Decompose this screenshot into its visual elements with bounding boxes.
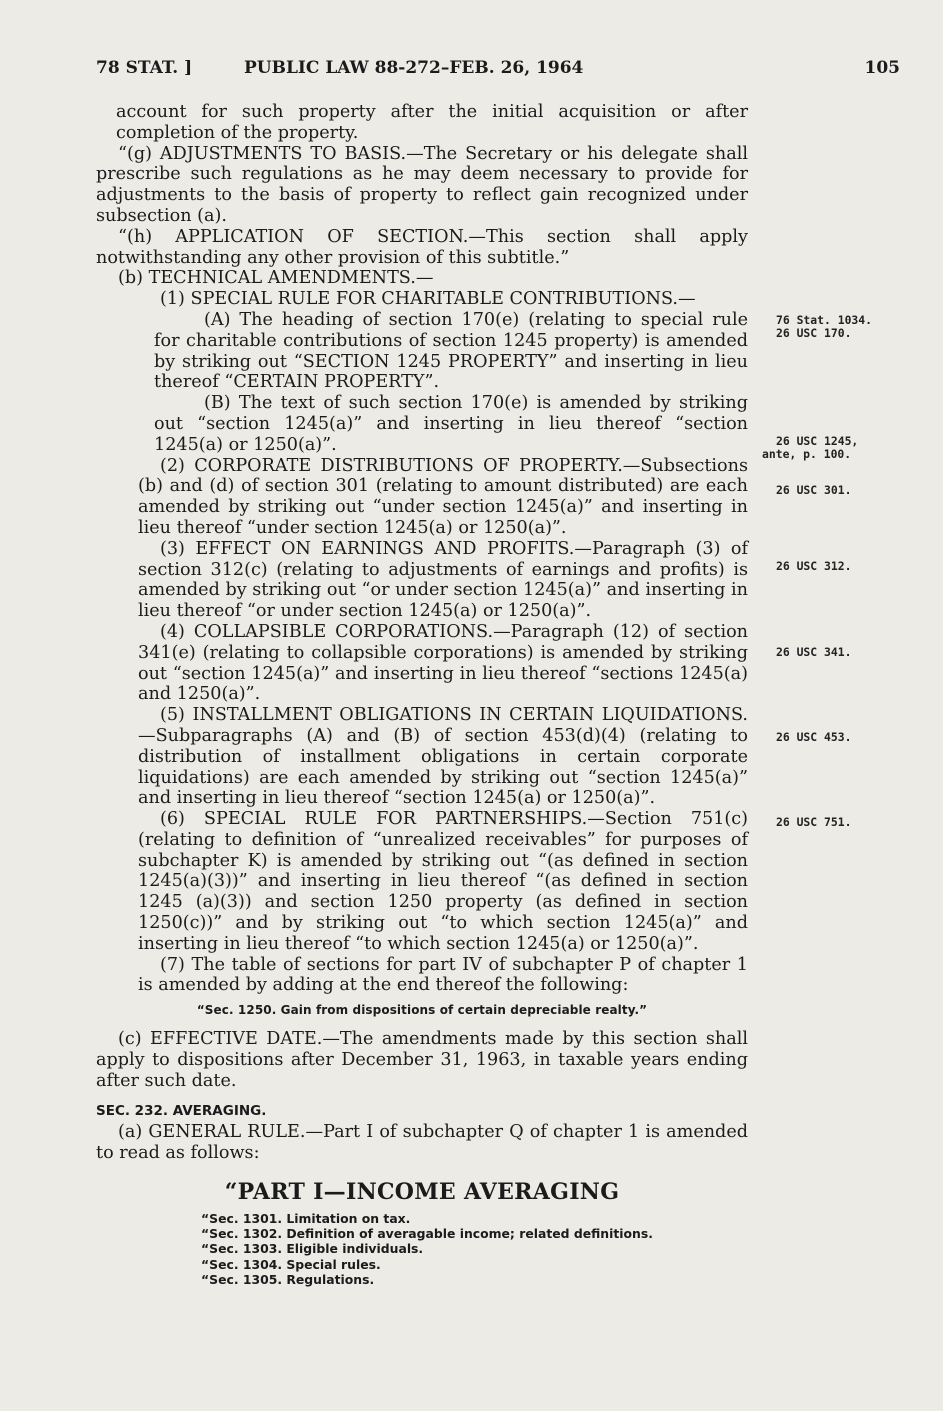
paragraph: (4) COLLAPSIBLE CORPORATIONS.—Paragraph (12) of section 341(e) (relating to collapsible corporations) is amended by striking out “section 1245(a)” and inserting in lieu thereof “sections 1245(a) and 1250(a)”. — [138, 621, 748, 705]
paragraph: “(g) ADJUSTMENTS TO BASIS.—The Secretary or his delegate shall prescribe such regulations as he may deem necessary to provide for adjustments to the basis of property to reflect gain recognized under subsection (a). — [96, 143, 748, 226]
paragraph: (2) CORPORATE DISTRIBUTIONS OF PROPERTY.—Subsections (b) and (d) of section 301 (relating to amount distributed) are each amended by striking out “under section 1245(a)” and inserting in lieu thereof “under section 1245(a) or 1250(a)”. — [138, 455, 748, 538]
margin-note: ante, p. 100. — [762, 447, 852, 461]
paragraph: (a) GENERAL RULE.—Part I of subchapter Q of chapter 1 is amended to read as follows: — [96, 1122, 748, 1164]
paragraph: (c) EFFECTIVE DATE.—The amendments made by this section shall apply to dispositions after December 31, 1963, in taxable years ending after such date. — [96, 1029, 748, 1091]
page-header — [96, 58, 900, 84]
paragraph: (3) EFFECT ON EARNINGS AND PROFITS.—Paragraph (3) of section 312(c) (relating to adjustments of earnings and profits) is amended by striking out “or under section 1245(a)” and inserting in lieu thereof “or under section 1245(a) or 1250(a)”. — [138, 538, 748, 622]
paragraph: (b) TECHNICAL AMENDMENTS.— — [118, 268, 434, 289]
page-number: 105 — [864, 58, 900, 78]
margin-note: 26 USC 453. — [776, 730, 852, 744]
toc-item: “Sec. 1301. Limitation on tax. — [201, 1210, 411, 1226]
margin-note: 26 USC 170. — [776, 326, 852, 340]
margin-note: 26 USC 301. — [776, 483, 852, 497]
toc-item: “Sec. 1303. Eligible individuals. — [201, 1241, 424, 1257]
toc-item: “Sec. 1304. Special rules. — [201, 1256, 381, 1272]
paragraph: (1) SPECIAL RULE FOR CHARITABLE CONTRIBUTIONS.— — [160, 289, 696, 310]
part-title: “PART I—INCOME AVERAGING — [224, 1178, 620, 1205]
paragraph: (A) The heading of section 170(e) (relating to special rule for charitable contributions of section 1245 property) is amended by striking out “SECTION 1245 PROPERTY” and inserting in lieu thereof “CERTAIN PROPERTY”. — [154, 309, 748, 393]
statute-volume: 78 STAT. ] — [96, 58, 193, 78]
section-heading: SEC. 232. AVERAGING. — [96, 1103, 267, 1120]
table-of-sections — [96, 1211, 748, 1288]
margin-note: 76 Stat. 1034. — [776, 313, 873, 327]
margin-note: 26 USC 312. — [776, 559, 852, 573]
paragraph: (B) The text of such section 170(e) is amended by striking out “section 1245(a)” and inserting in lieu thereof “section 1245(a) or 1250(a)”. — [154, 393, 748, 455]
paragraph: (7) The table of sections for part IV of subchapter P of chapter 1 is amended by adding at the end thereof the following: — [138, 954, 748, 996]
paragraph: “(h) APPLICATION OF SECTION.—This section shall apply notwithstanding any other provision of this subtitle.” — [96, 226, 748, 268]
toc-item: “Sec. 1305. Regulations. — [201, 1272, 375, 1288]
margin-note: 26 USC 751. — [776, 815, 852, 829]
margin-note: 26 USC 341. — [776, 645, 852, 659]
paragraph: (6) SPECIAL RULE FOR PARTNERSHIPS.—Section 751(c) (relating to definition of “unrealized receivables” for purposes of subchapter K) is amended by striking out “(as defined in section 1245(a)(3))” and inserting in lieu thereof “(as defined in section 1245 (a)(3)) and section 1250 property (as defined in section 1250(c))” and by striking out “to which section 1245(a)” and inserting in lieu thereof “to which section 1245(a) or 1250(a)”. — [138, 809, 748, 954]
public-law-title: PUBLIC LAW 88-272–FEB. 26, 1964 — [244, 58, 584, 78]
paragraph: account for such property after the initial acquisition or after completion of the property. — [116, 102, 748, 143]
toc-item: “Sec. 1302. Definition of averagable income; related definitions. — [201, 1226, 653, 1242]
table-entry: “Sec. 1250. Gain from dispositions of certain depreciable realty.” — [196, 1003, 648, 1018]
paragraph: (5) INSTALLMENT OBLIGATIONS IN CERTAIN LIQUIDATIONS.—Subparagraphs (A) and (B) of section 453(d)(4) (relating to distribution of installment obligations in certain corporate liquidations) are each amended by striking out “section 1245(a)” and inserting in lieu thereof “section 1245(a) or 1250(a)”. — [138, 705, 748, 809]
margin-note: 26 USC 1245, — [776, 434, 859, 448]
document-body — [96, 102, 748, 1288]
